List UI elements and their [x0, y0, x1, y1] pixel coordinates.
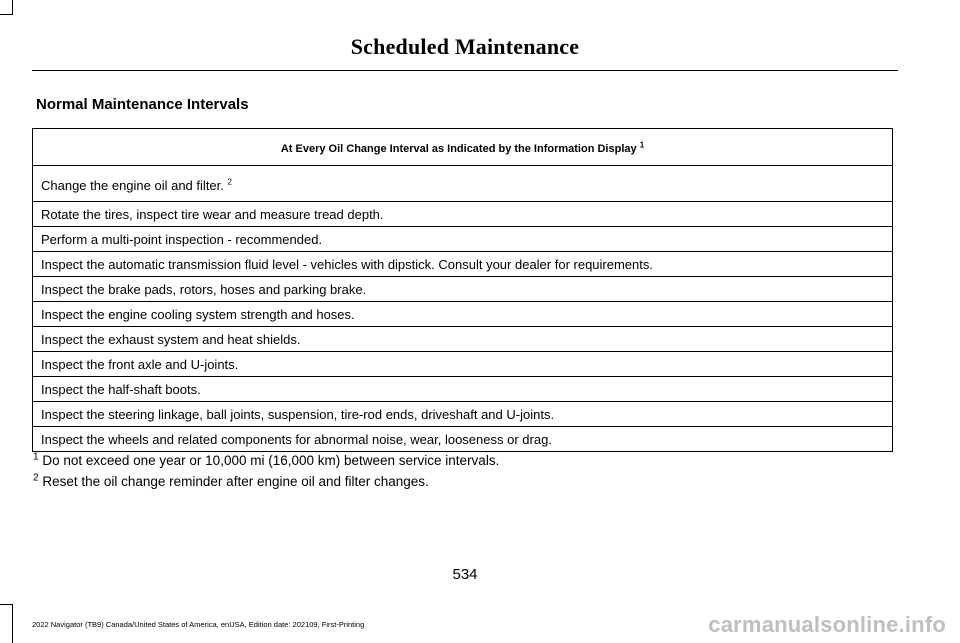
table-row — [33, 202, 893, 227]
footnote-mark: 1 — [33, 451, 39, 463]
page-title: Scheduled Maintenance — [350, 34, 580, 59]
row-text: Perform a multi-point inspection - recommended. — [33, 227, 893, 252]
table-header-row — [33, 129, 893, 166]
table-row — [33, 252, 893, 277]
footnote-ref: 1 — [639, 140, 645, 150]
watermark: carmanualsonline.info — [708, 612, 946, 637]
table-row — [33, 277, 893, 302]
row-text: Inspect the front axle and U-joints. — [33, 352, 893, 377]
footnote-text: Reset the oil change reminder after engine oil and filter changes. — [42, 474, 429, 489]
row-text: Rotate the tires, inspect tire wear and measure tread depth. — [33, 202, 893, 227]
row-text: Change the engine oil and filter. — [41, 178, 224, 193]
footnote-ref: 2 — [227, 177, 232, 187]
table-row — [33, 402, 893, 427]
table-header-text: At Every Oil Change Interval as Indicated by the Information Display — [280, 143, 637, 155]
crop-mark-bottom-left-h — [0, 604, 13, 605]
section-heading: Normal Maintenance Intervals — [36, 96, 249, 113]
row-text: Inspect the half-shaft boots. — [33, 377, 893, 402]
crop-mark-top-left-h — [0, 14, 13, 15]
crop-mark-top-left-v — [12, 0, 13, 14]
row-text: Inspect the steering linkage, ball joints, suspension, tire-rod ends, driveshaft and U-joints. — [33, 402, 893, 427]
table-row — [33, 227, 893, 252]
row-text: Inspect the brake pads, rotors, hoses and parking brake. — [33, 277, 893, 302]
table-row — [33, 352, 893, 377]
table-row — [33, 166, 893, 202]
page-number: 534 — [452, 566, 478, 583]
title-divider — [32, 70, 898, 71]
table-row — [33, 377, 893, 402]
table-header-cell — [33, 129, 893, 166]
footnote-text: Do not exceed one year or 10,000 mi (16,000 km) between service intervals. — [42, 453, 500, 468]
footnote — [33, 450, 499, 471]
footnote-mark: 2 — [33, 472, 39, 484]
table-row — [33, 327, 893, 352]
maintenance-table — [32, 128, 893, 452]
table-row — [33, 302, 893, 327]
footnotes — [33, 450, 499, 492]
row-text: Inspect the automatic transmission fluid level - vehicles with dipstick. Consult your dealer for requirements. — [33, 252, 893, 277]
table-row — [33, 427, 893, 452]
row-text: Inspect the engine cooling system strength and hoses. — [33, 302, 893, 327]
footnote — [33, 471, 499, 492]
row-text: Inspect the wheels and related components for abnormal noise, wear, looseness or drag. — [33, 427, 893, 452]
edition-footer: 2022 Navigator (TB9) Canada/United States of America, enUSA, Edition date: 202109, First-Printing — [32, 620, 365, 629]
row-text: Inspect the exhaust system and heat shields. — [33, 327, 893, 352]
crop-mark-bottom-left-v — [12, 604, 13, 643]
